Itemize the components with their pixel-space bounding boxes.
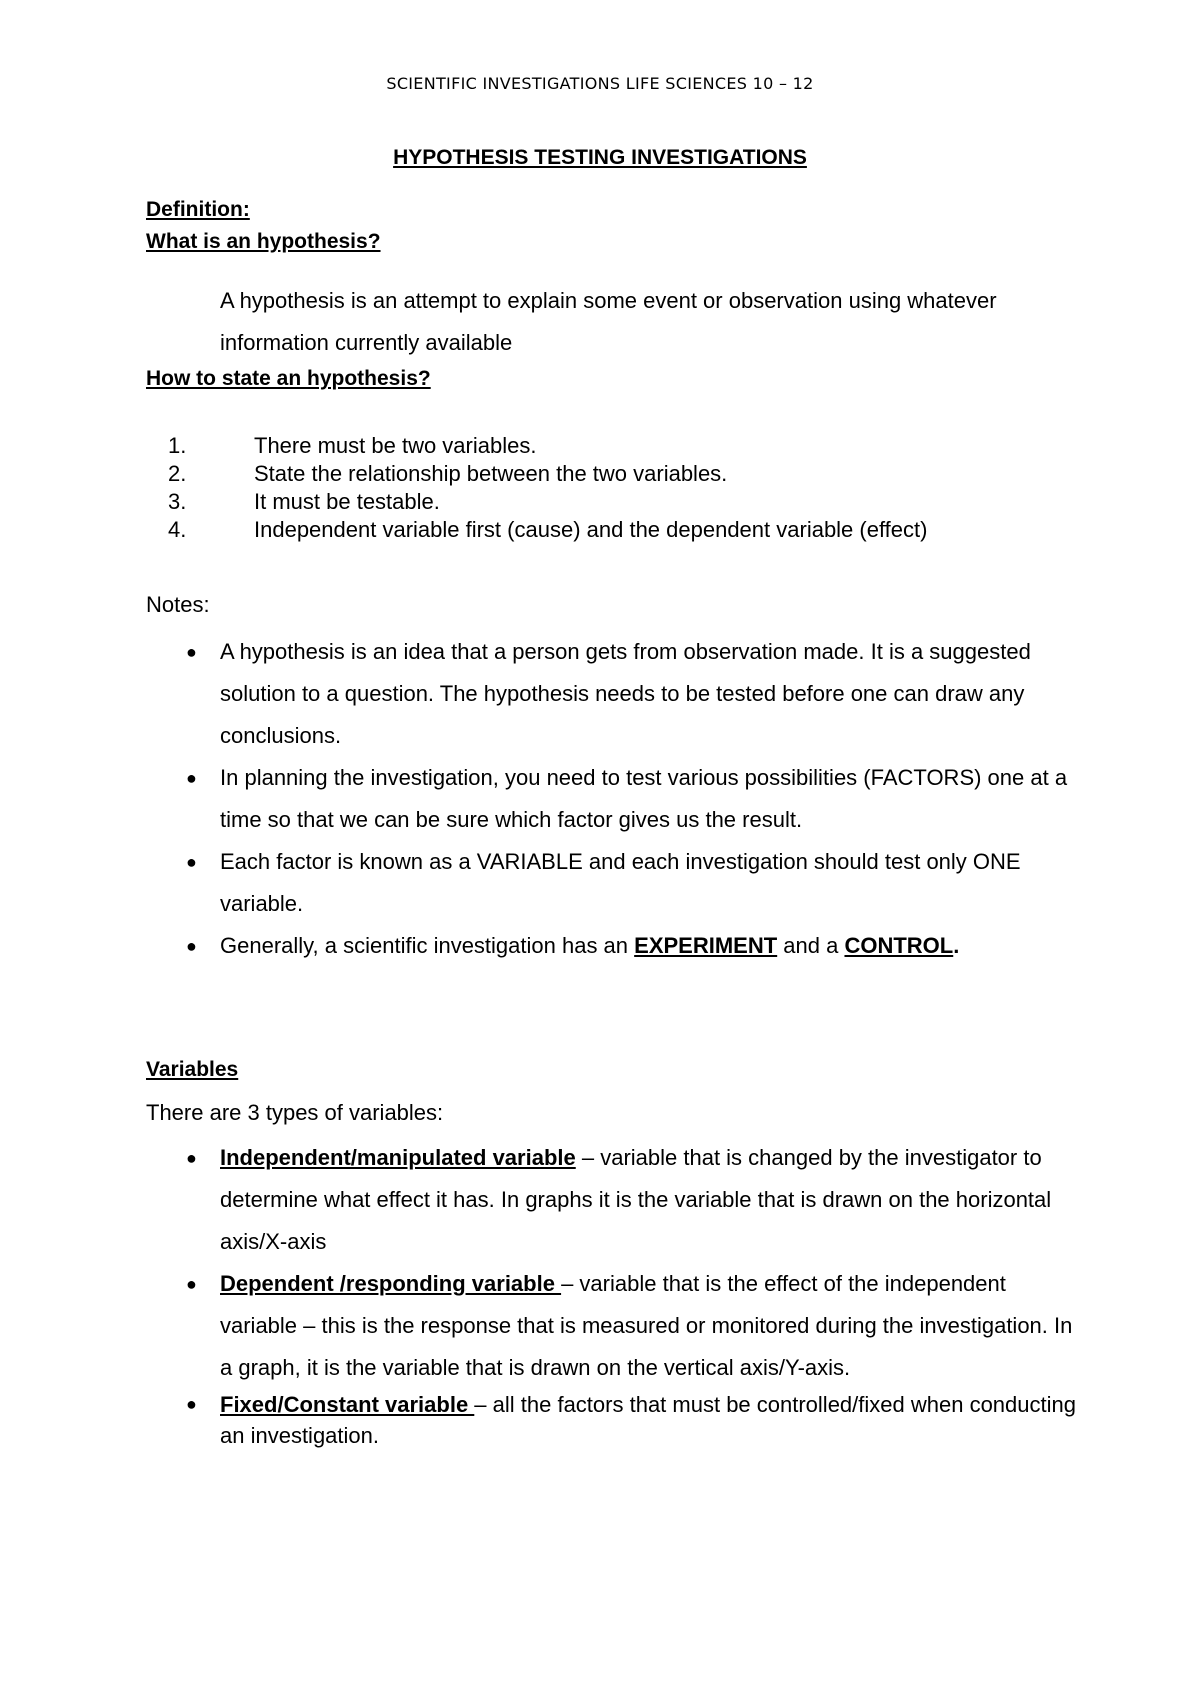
page-header: SCIENTIFIC INVESTIGATIONS LIFE SCIENCES 10 – 12 [386, 74, 814, 93]
list-text: There must be two variables. [254, 433, 537, 458]
control-term: CONTROL [844, 933, 954, 958]
variable-desc: – variable that is the effect of the independent variable – this is the response that is measured or monitored during the investigation. In a graph, it is the variable that is drawn on the vertical axis/Y-axis. [220, 1271, 1073, 1380]
bullet-dot-icon: ● [186, 1148, 197, 1168]
variables-list [180, 1137, 1080, 1451]
how-to-list [168, 432, 927, 544]
bullet-dot-icon: ● [186, 768, 197, 788]
list-number: 1. [168, 433, 187, 458]
note-text: Each factor is known as a VARIABLE and each investigation should test only ONE variable. [220, 849, 1021, 916]
how-to-heading: How to state an hypothesis? [146, 367, 431, 390]
page-title: HYPOTHESIS TESTING INVESTIGATIONS [393, 146, 807, 169]
notes-list [180, 631, 1080, 967]
variable-desc: – all the factors that must be controlled/fixed when conducting an investigation. [220, 1392, 1076, 1448]
list-number: 2. [168, 461, 187, 486]
list-item [180, 757, 1080, 841]
list-item [168, 488, 927, 516]
note-text-middle: and a [777, 933, 845, 958]
bullet-dot-icon: ● [186, 1274, 197, 1294]
list-item [168, 516, 927, 544]
variables-heading: Variables [146, 1058, 239, 1081]
variable-term: Dependent /responding variable [220, 1271, 562, 1296]
list-number: 3. [168, 489, 187, 514]
list-item [180, 1137, 1080, 1263]
bullet-dot-icon: ● [186, 642, 197, 662]
definition-label: Definition: [146, 198, 250, 221]
notes-label: Notes: [146, 592, 210, 617]
note-text: In planning the investigation, you need to test various possibilities (FACTORS) one at a time so that we can be sure which factor gives us the result. [220, 765, 1068, 832]
variables-intro: There are 3 types of variables: [146, 1100, 444, 1125]
list-text: It must be testable. [254, 489, 440, 514]
list-item [180, 1389, 1080, 1451]
bullet-dot-icon: ● [186, 852, 197, 872]
bullet-dot-icon: ● [186, 1394, 197, 1414]
list-text: State the relationship between the two variables. [254, 461, 728, 486]
list-item [168, 460, 927, 488]
list-number: 4. [168, 517, 187, 542]
list-item [168, 432, 927, 460]
note-text-suffix: . [953, 933, 960, 958]
note-text: A hypothesis is an idea that a person gets from observation made. It is a suggested solution to a question. The hypothesis needs to be tested before one can draw any conclusions. [220, 639, 1031, 748]
variable-desc: – variable that is changed by the investigator to determine what effect it has. In graphs it is the variable that is drawn on the horizontal axis/X-axis [220, 1145, 1052, 1254]
list-item [180, 841, 1080, 925]
definition-body: A hypothesis is an attempt to explain some event or observation using whatever information currently available [220, 288, 997, 355]
list-item [180, 925, 1080, 967]
definition-question: What is an hypothesis? [146, 230, 381, 253]
experiment-term: EXPERIMENT [634, 933, 778, 958]
list-item [180, 631, 1080, 757]
bullet-dot-icon: ● [186, 936, 197, 956]
note-text-prefix: Generally, a scientific investigation has an [220, 933, 635, 958]
list-item [180, 1263, 1080, 1389]
variable-term: Fixed/Constant variable [220, 1392, 475, 1417]
variable-term: Independent/manipulated variable [220, 1145, 576, 1170]
list-text: Independent variable first (cause) and the dependent variable (effect) [254, 517, 928, 542]
